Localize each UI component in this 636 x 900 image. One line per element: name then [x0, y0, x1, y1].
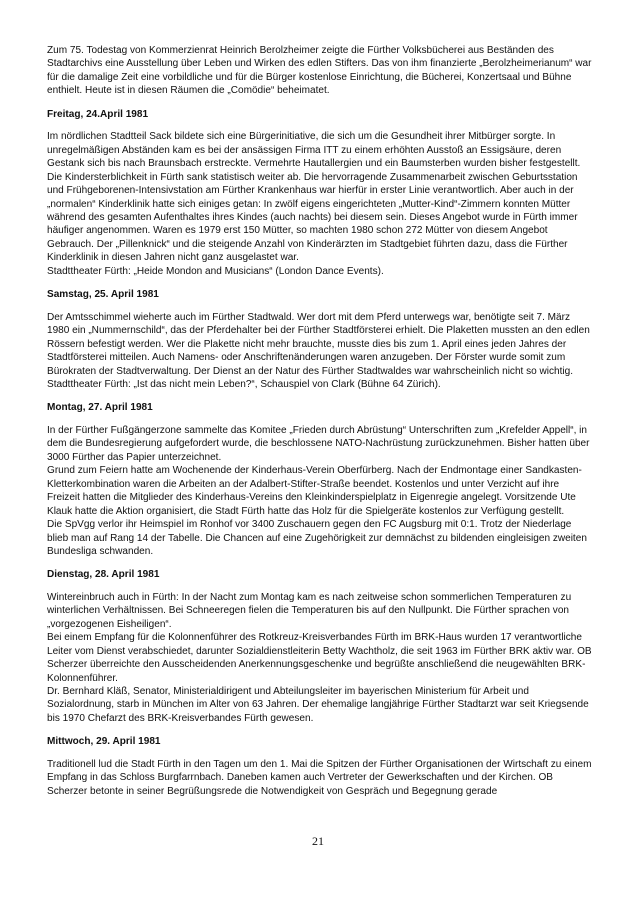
entry-2025-04-24	[47, 108, 592, 278]
entry-heading: Montag, 27. April 1981	[47, 402, 153, 414]
entry-heading: Dienstag, 28. April 1981	[47, 569, 160, 581]
entry-heading: Mittwoch, 29. April 1981	[47, 736, 161, 748]
entry-heading: Samstag, 25. April 1981	[47, 289, 159, 301]
entry-paragraph: Stadttheater Fürth: „Ist das nicht mein Leben?“, Schauspiel von Clark (Bühne 64 Zürich).	[47, 378, 441, 390]
entry-paragraph: Traditionell lud die Stadt Fürth in den Tagen um den 1. Mai die Spitzen der Fürther Organisationen der Wirtschaft zu einem Empfang in das Schloss Burgfarrnbach. Daneben kamen auch Vertreter der Gewerkschaften und der Kirchen. OB Scherzer betonte in seiner Begrüßungsrede die Notwendigkeit von Gespräch und Begegnung gerade	[47, 758, 592, 797]
entry-1981-04-27	[47, 401, 592, 558]
entry-1981-04-28	[47, 568, 592, 725]
entry-paragraph: Grund zum Feiern hatte am Wochenende der Kinderhaus-Verein Oberfürberg. Nach der Endmontage einer Sandkasten-Kletterkombination waren die Arbeiten an der Adalbert-Stifter-Straße beendet. Kostenlos und unter Verzicht auf ihre Freizeit hatten die Mitglieder des Kinderhaus-Vereins den Kleinkinderspielplatz in Eigenregie angelegt. Vorsitzende Ute Klauk hatte die Aktion organisiert, die Stadt Fürth hatte das Holz für die Spielgeräte kostenlos zur Verfügung gestellt.	[47, 465, 582, 517]
entry-paragraph: Stadttheater Fürth: „Heide Mondon and Musicians“ (London Dance Events).	[47, 265, 384, 277]
entry-1981-04-29	[47, 735, 592, 798]
entry-paragraph: Wintereinbruch auch in Fürth: In der Nacht zum Montag kam es nach zeitweise schon sommerlichen Temperaturen zu winterlichen Verhältnissen. Bei Schneeregen fielen die Temperaturen bis auf den Nullpunkt. Die Fürther sprachen von „vorgezogenen Eisheiligen“.	[47, 591, 572, 630]
entry-paragraph: Der Amtsschimmel wieherte auch im Fürther Stadtwald. Wer dort mit dem Pferd unterwegs war, benötigte seit 7. März 1980 ein „Nummernschild“, das der Pferdehalter bei der Fürther Stadtförsterei erhielt. Die Plaketten mussten an den edlen Rössern befestigt werden. Wer die Plakette nicht mehr brauchte, musste dies bis zum 1. April eines jeden Jahres der Stadtförsterei mitteilen. Auch Namens- oder Anschriftenänderungen waren anzugeben. Der Förster wurde somit zum Bürokraten der Stadtverwaltung. Der Dienst an der Natur des Fürther Stadtwaldes war wahrscheinlich nicht so wichtig.	[47, 311, 590, 377]
entry-paragraph: Dr. Bernhard Kläß, Senator, Ministerialdirigent und Abteilungsleiter im bayerischen Ministerium für Arbeit und Sozialordnung, starb in München im Alter von 63 Jahren. Der ehemalige langjährige Fürther Stadtarzt war seit Kriegsende bis 1970 Chefarzt des BRK-Kreisverbandes Fürth gewesen.	[47, 686, 589, 724]
entry-1981-04-25	[47, 288, 592, 391]
entry-paragraph: In der Fürther Fußgängerzone sammelte das Komitee „Frieden durch Abrüstung“ Unterschriften zum „Krefelder Appell“, in dem die Bundesregierung aufgefordert wurde, die beschlossene NATO-Nachrüstung zurückzunehmen. Bisher hatten über 3000 Fürther das Papier unterzeichnet.	[47, 424, 590, 463]
entry-paragraph: Die Kindersterblichkeit in Fürth sank statistisch weiter ab. Die hervorragende Zusammenarbeit zwischen Geburtsstation und Frühgeborenen-Intensivstation am Fürther Krankenhaus war hierfür in erster Linie verantwortlich. Aber auch in der „normalen“ Kinderklinik hatte sich einiges getan: In zwölf eigens eingerichteten „Mutter-Kind“-Zimmern konnten Mütter während des gesamten Aufenthaltes ihres Kindes (auch nachts) bei diesem sein. Dieses Angebot wurde in Fürth immer häufiger angenommen. Waren es 1979 erst 150 Mütter, so machten 1980 schon 272 Mütter von diesem Angebot Gebrauch. Der „Pillenknick“ und die steigende Anzahl von Kinderärzten im Stadtgebiet führten dazu, dass die Fürther Kinderklinik in diesen Jahren nicht ganz ausgelastet war.	[47, 171, 578, 264]
entry-paragraph: Bei einem Empfang für die Kolonnenführer des Rotkreuz-Kreisverbandes Fürth im BRK-Haus wurden 17 verantwortliche Leiter vom Dienst verabschiedet, darunter Sozialdienstleiterin Betty Wachtholz, die seit 1963 im Fürther BRK aktiv war. OB Scherzer überreichte den Ausscheidenden Anerkennungsgeschenke und begrüßte anschließend die neugewählten BRK- Kolonnenführer.	[47, 632, 592, 684]
intro-paragraph: Zum 75. Todestag von Kommerzienrat Heinrich Berolzheimer zeigte die Fürther Volksbücherei aus Beständen des Stadtarchivs eine Ausstellung über Leben und Wirken des edlen Stifters. Das von ihm finanzierte „Berolzheimerianum“ war für die damalige Zeit eine vorbildliche und für die Bürger kostenlose Einrichtung, die Bücherei, Konzertsaal und Bühne enthielt. Heute ist in diesen Räumen die „Comödie“ beheimatet.	[47, 45, 592, 97]
entry-paragraph: Im nördlichen Stadtteil Sack bildete sich eine Bürgerinitiative, die sich um die Gesundheit ihrer Mitbürger sorgte. In unregelmäßigen Abständen kam es bei der ansässigen Firma ITT zu einem erhöhten Ausstoß an Essigsäure, deren Gestank sich bis nach Braunsbach erstreckte. Vermehrte Hautallergien und ein Baumsterben wurden bisher festgestellt.	[47, 131, 581, 170]
entry-paragraph: Die SpVgg verlor ihr Heimspiel im Ronhof vor 3400 Zuschauern gegen den FC Augsburg mit 0:1. Trotz der Niederlage blieb man auf Rang 14 der Tabelle. Die Chancen auf eine Zugehörigkeit zur demnächst zu bildenden eingleisigen zweiten Bundesliga schwanden.	[47, 519, 587, 557]
document-page	[47, 44, 592, 798]
page-number: 21	[312, 834, 324, 848]
entry-heading: Freitag, 24.April 1981	[47, 108, 149, 120]
